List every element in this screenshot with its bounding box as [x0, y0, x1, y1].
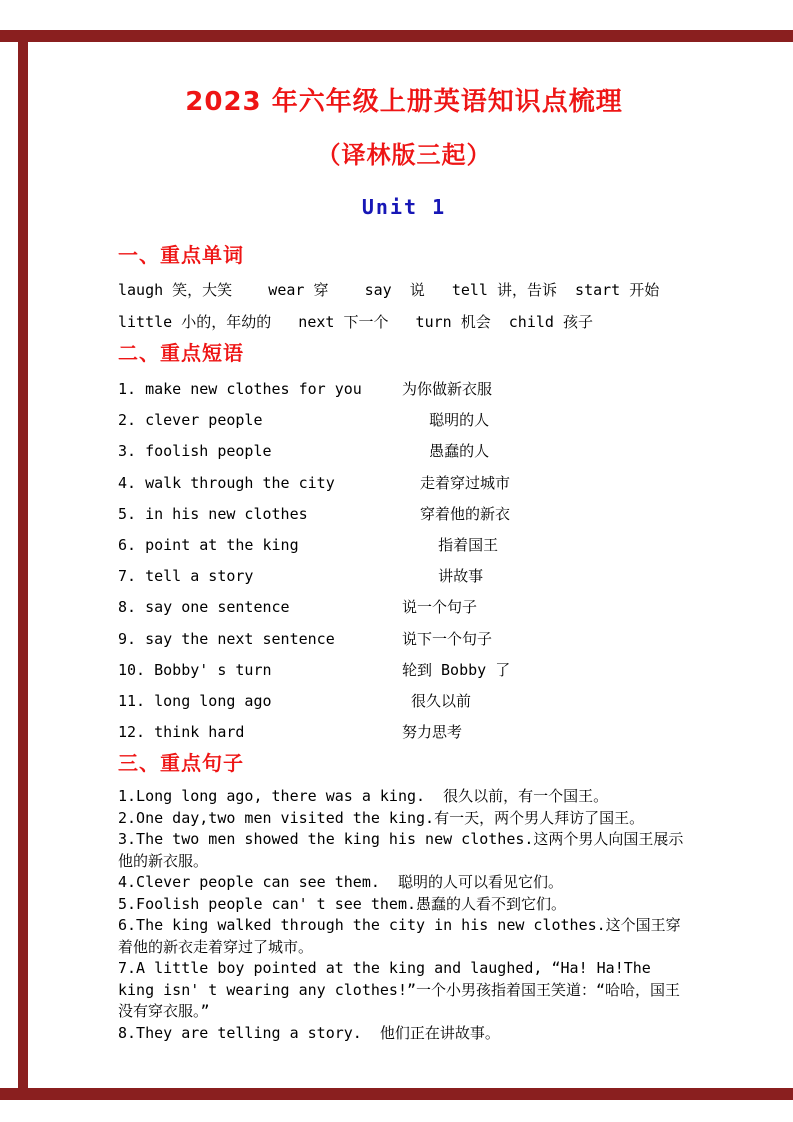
sentence-item: 7.A little boy pointed at the king and laughed, “Ha! Ha!The king isn' t wearing any clothes!”一个小男孩指着国王笑道：“哈哈，国王没有穿衣服。”: [118, 959, 681, 1021]
sentence-item: 1.Long long ago, there was a king. 很久以前，有一个国王。: [118, 787, 609, 806]
phrase-english: 7. tell a story: [118, 567, 254, 586]
sentence-item: 5.Foolish people can' t see them.愚蠢的人看不到它们。: [118, 894, 567, 913]
phrase-row: [118, 436, 690, 467]
page-border-top: [0, 30, 793, 42]
phrase-english: 3. foolish people: [118, 442, 272, 461]
sentence-item: 4.Clever people can see them. 聪明的人可以看见它们。: [118, 873, 563, 892]
page-border-left: [18, 30, 28, 1100]
phrase-chinese: 讲故事: [402, 567, 484, 586]
phrase-english: 10. Bobby' s turn: [118, 660, 272, 679]
phrase-english: 9. say the next sentence: [118, 629, 335, 648]
phrase-row: [118, 624, 690, 655]
sentence-list: [118, 786, 690, 1044]
phrase-english: 11. long long ago: [118, 692, 272, 711]
phrase-english: 8. say one sentence: [118, 598, 290, 617]
phrase-english: 1. make new clothes for you: [118, 380, 362, 398]
sentence-item: 3.The two men showed the king his new clothes.这两个男人向国王展示他的新衣服。: [118, 830, 684, 870]
document-content: [118, 86, 690, 1044]
phrase-chinese: 指着国王: [402, 536, 499, 555]
phrase-english: 5. in his new clothes: [118, 504, 308, 523]
phrase-english: 2. clever people: [118, 411, 263, 430]
phrase-chinese: 说一个句子: [402, 598, 478, 617]
phrase-chinese: 走着穿过城市: [402, 473, 511, 492]
phrase-chinese: 为你做新衣服: [402, 380, 493, 398]
sentence-item: 8.They are telling a story. 他们正在讲故事。: [118, 1023, 500, 1042]
phrase-row: [118, 655, 690, 686]
doc-subtitle: （译林版三起）: [316, 141, 492, 169]
phrase-row: [118, 530, 690, 561]
phrase-row: [118, 561, 690, 592]
phrase-row: [118, 499, 690, 530]
phrase-chinese: 努力思考: [402, 723, 463, 742]
sentence-item: 2.One day,two men visited the king.有一天，两个男人拜访了国王。: [118, 808, 645, 827]
phrase-row: [118, 405, 690, 436]
vocab-line: little 小的，年幼的 next 下一个 turn 机会 child 孩子: [118, 313, 593, 331]
sentence-item: 6.The king walked through the city in his new clothes.这个国王穿着他的新衣走着穿过了城市。: [118, 916, 681, 956]
phrase-chinese: 很久以前: [402, 692, 472, 711]
phrase-row: [118, 686, 690, 717]
phrase-chinese: 轮到 Bobby 了: [402, 660, 511, 679]
vocab-block: [118, 274, 690, 338]
phrase-english: 4. walk through the city: [118, 473, 335, 492]
page-border-bottom: [0, 1088, 793, 1100]
phrase-chinese: 愚蠢的人: [402, 442, 490, 461]
phrase-row: [118, 468, 690, 499]
phrase-english: 12. think hard: [118, 723, 245, 742]
phrase-list: [118, 374, 690, 748]
phrase-english: 6. point at the king: [118, 536, 299, 555]
phrase-chinese: 穿着他的新衣: [402, 504, 511, 523]
phrase-chinese: 聪明的人: [402, 411, 490, 430]
vocab-line: laugh 笑，大笑 wear 穿 say 说 tell 讲，告诉 start 开始: [118, 281, 660, 299]
unit-heading: Unit 1: [361, 195, 447, 219]
section-heading-key-phrases: 二、重点短语: [118, 341, 244, 365]
phrase-row: [118, 717, 690, 748]
phrase-row: [118, 592, 690, 623]
phrase-row: [118, 374, 690, 405]
section-heading-key-words: 一、重点单词: [118, 243, 244, 267]
section-heading-key-sentences: 三、重点句子: [118, 751, 244, 776]
doc-title: 2023 年六年级上册英语知识点梳理: [185, 87, 623, 117]
phrase-chinese: 说下一个句子: [402, 629, 493, 648]
